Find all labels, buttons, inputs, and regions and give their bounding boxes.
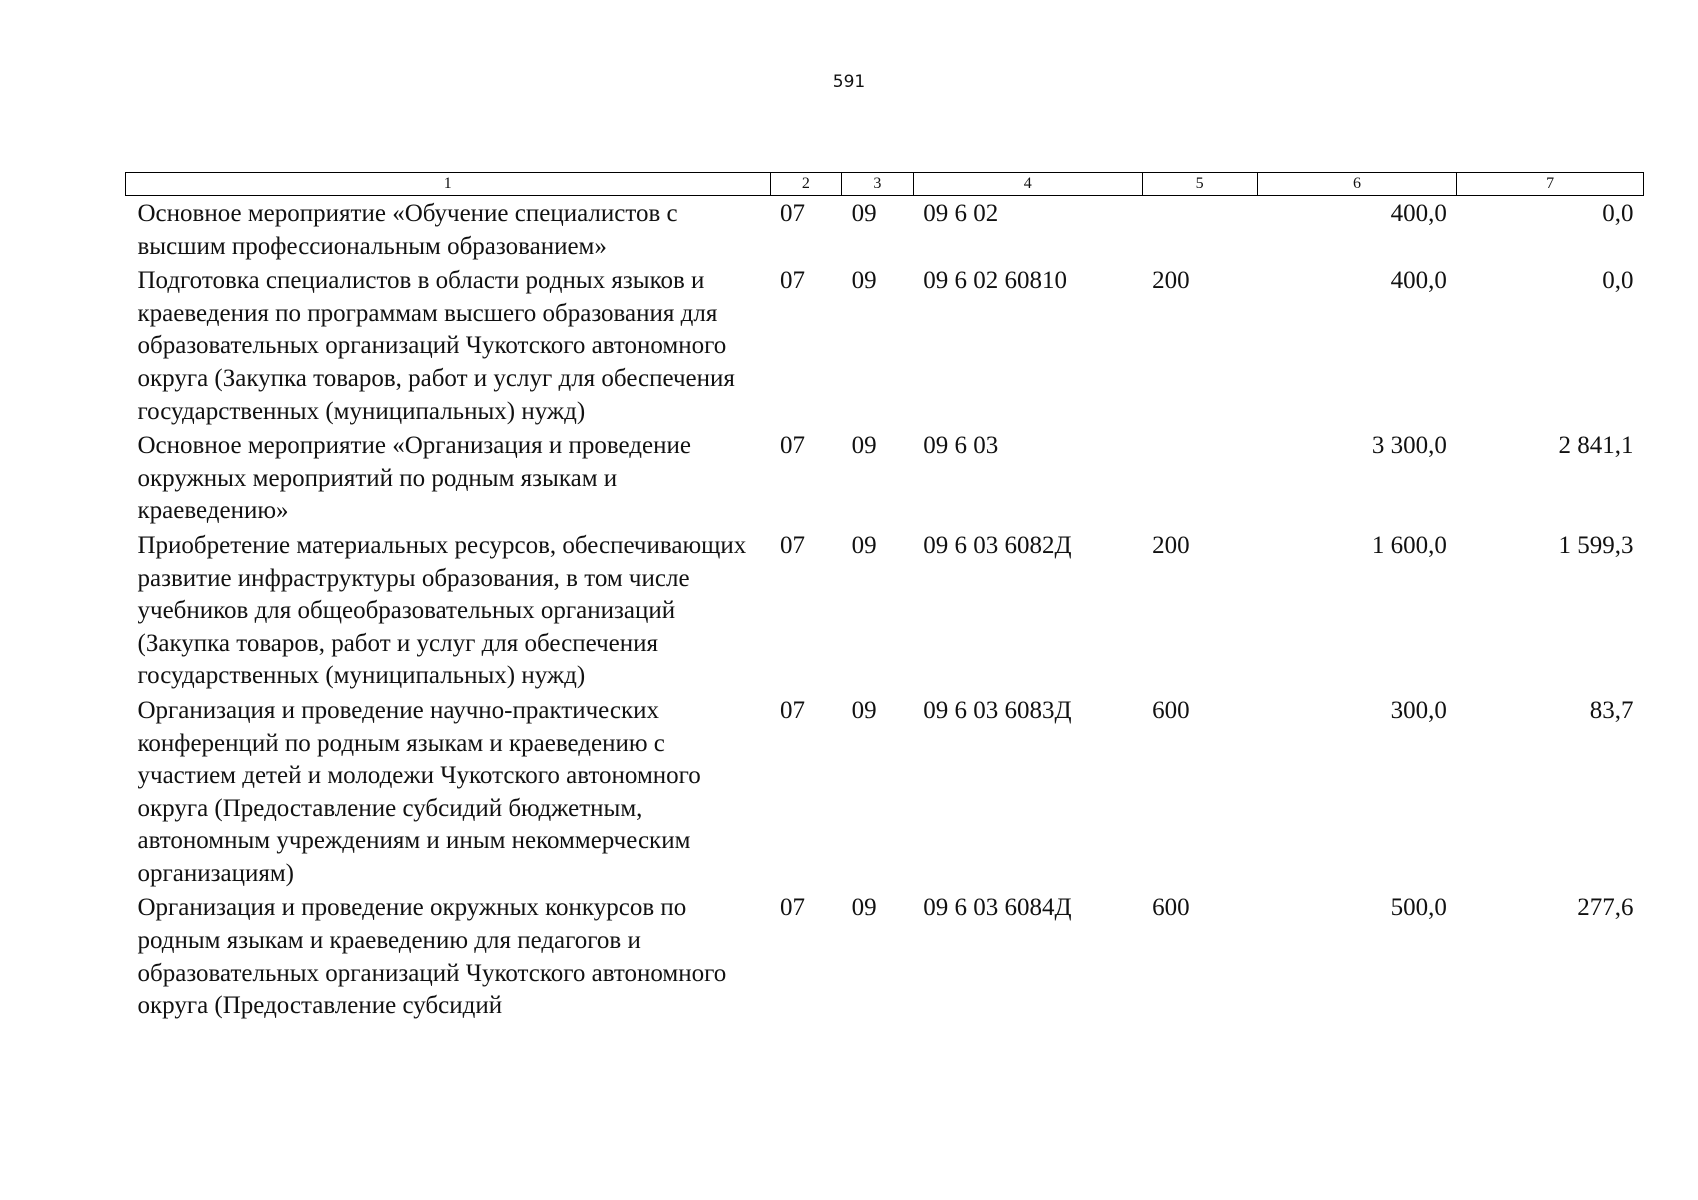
row-planned-amount: 1 600,0 xyxy=(1371,531,1447,559)
row-expense-type: 200 xyxy=(1152,531,1190,559)
table-row xyxy=(126,428,1644,528)
row-executed-amount: 1 599,3 xyxy=(1558,531,1634,559)
row-subsection: 09 xyxy=(851,696,877,724)
row-target-article: 09 6 03 xyxy=(923,432,999,460)
column-header: 5 xyxy=(1142,173,1257,196)
row-subsection: 09 xyxy=(851,531,877,559)
column-header: 3 xyxy=(842,173,914,196)
row-name: Подготовка специалистов в области родных языков и краеведения по программам высшего образования для образовательных организаций Чукотского автономного округа (Закупка товаров, работ и услуг для обеспечения государственных (муниципальных) нужд) xyxy=(137,267,735,425)
row-executed-amount: 83,7 xyxy=(1589,696,1634,724)
table-row xyxy=(126,693,1644,891)
row-section: 07 xyxy=(780,531,806,559)
table-row xyxy=(126,263,1644,428)
column-number-row xyxy=(126,173,1644,196)
table-row xyxy=(126,528,1644,693)
row-executed-amount: 0,0 xyxy=(1602,200,1634,227)
column-header: 4 xyxy=(913,173,1142,196)
column-header: 1 xyxy=(126,173,771,196)
column-header: 2 xyxy=(770,173,842,196)
row-name: Приобретение материальных ресурсов, обеспечивающих развитие инфраструктуры образования, в том числе учебников для общеобразовательных организаций (Закупка товаров, работ и услуг для обеспечения государственных (муниципальных) нужд) xyxy=(137,531,747,690)
row-target-article: 09 6 02 60810 xyxy=(923,267,1067,295)
row-expense-type: 600 xyxy=(1152,696,1190,724)
row-target-article: 09 6 03 6084Д xyxy=(923,894,1072,922)
row-section: 07 xyxy=(780,432,806,460)
row-planned-amount: 400,0 xyxy=(1390,267,1447,295)
row-subsection: 09 xyxy=(851,432,877,460)
row-executed-amount: 277,6 xyxy=(1577,894,1634,922)
row-expense-type xyxy=(1142,196,1257,264)
row-name: Основное мероприятие «Обучение специалистов с высшим профессиональным образованием» xyxy=(137,200,678,260)
row-subsection: 09 xyxy=(851,267,877,295)
row-expense-type xyxy=(1142,428,1257,528)
row-subsection: 09 xyxy=(851,894,877,922)
column-header: 6 xyxy=(1257,173,1457,196)
row-expense-type: 200 xyxy=(1152,267,1190,295)
row-target-article: 09 6 02 xyxy=(923,200,999,227)
row-section: 07 xyxy=(780,696,806,724)
row-name: Основное мероприятие «Организация и проведение окружных мероприятий по родным языкам и краеведению» xyxy=(137,432,691,525)
row-target-article: 09 6 03 6083Д xyxy=(923,696,1072,724)
column-header: 7 xyxy=(1457,173,1644,196)
row-expense-type: 600 xyxy=(1152,894,1190,922)
budget-table xyxy=(125,172,1644,1023)
row-target-article: 09 6 03 6082Д xyxy=(923,531,1072,559)
row-planned-amount: 500,0 xyxy=(1390,894,1447,922)
row-planned-amount: 400,0 xyxy=(1390,200,1447,227)
table-row xyxy=(126,196,1644,264)
row-planned-amount: 300,0 xyxy=(1390,696,1447,724)
row-section: 07 xyxy=(780,267,806,295)
row-subsection: 09 xyxy=(851,200,877,227)
row-name: Организация и проведение окружных конкурсов по родным языкам и краеведению для педагогов и образовательных организаций Чукотского автономного округа (Предоставление субсидий xyxy=(137,894,727,1020)
row-section: 07 xyxy=(780,894,806,922)
row-executed-amount: 0,0 xyxy=(1602,267,1634,295)
row-planned-amount: 3 300,0 xyxy=(1371,432,1447,460)
row-name: Организация и проведение научно-практических конференций по родным языкам и краеведению с участием детей и молодежи Чукотского автономного округа (Предоставление субсидий бюджетным, автономным учреждениям и иным некоммерческим организациям) xyxy=(137,696,701,887)
row-section: 07 xyxy=(780,200,806,227)
row-executed-amount: 2 841,1 xyxy=(1558,432,1634,460)
page-number: 591 xyxy=(832,72,866,92)
table-row xyxy=(126,890,1644,1022)
